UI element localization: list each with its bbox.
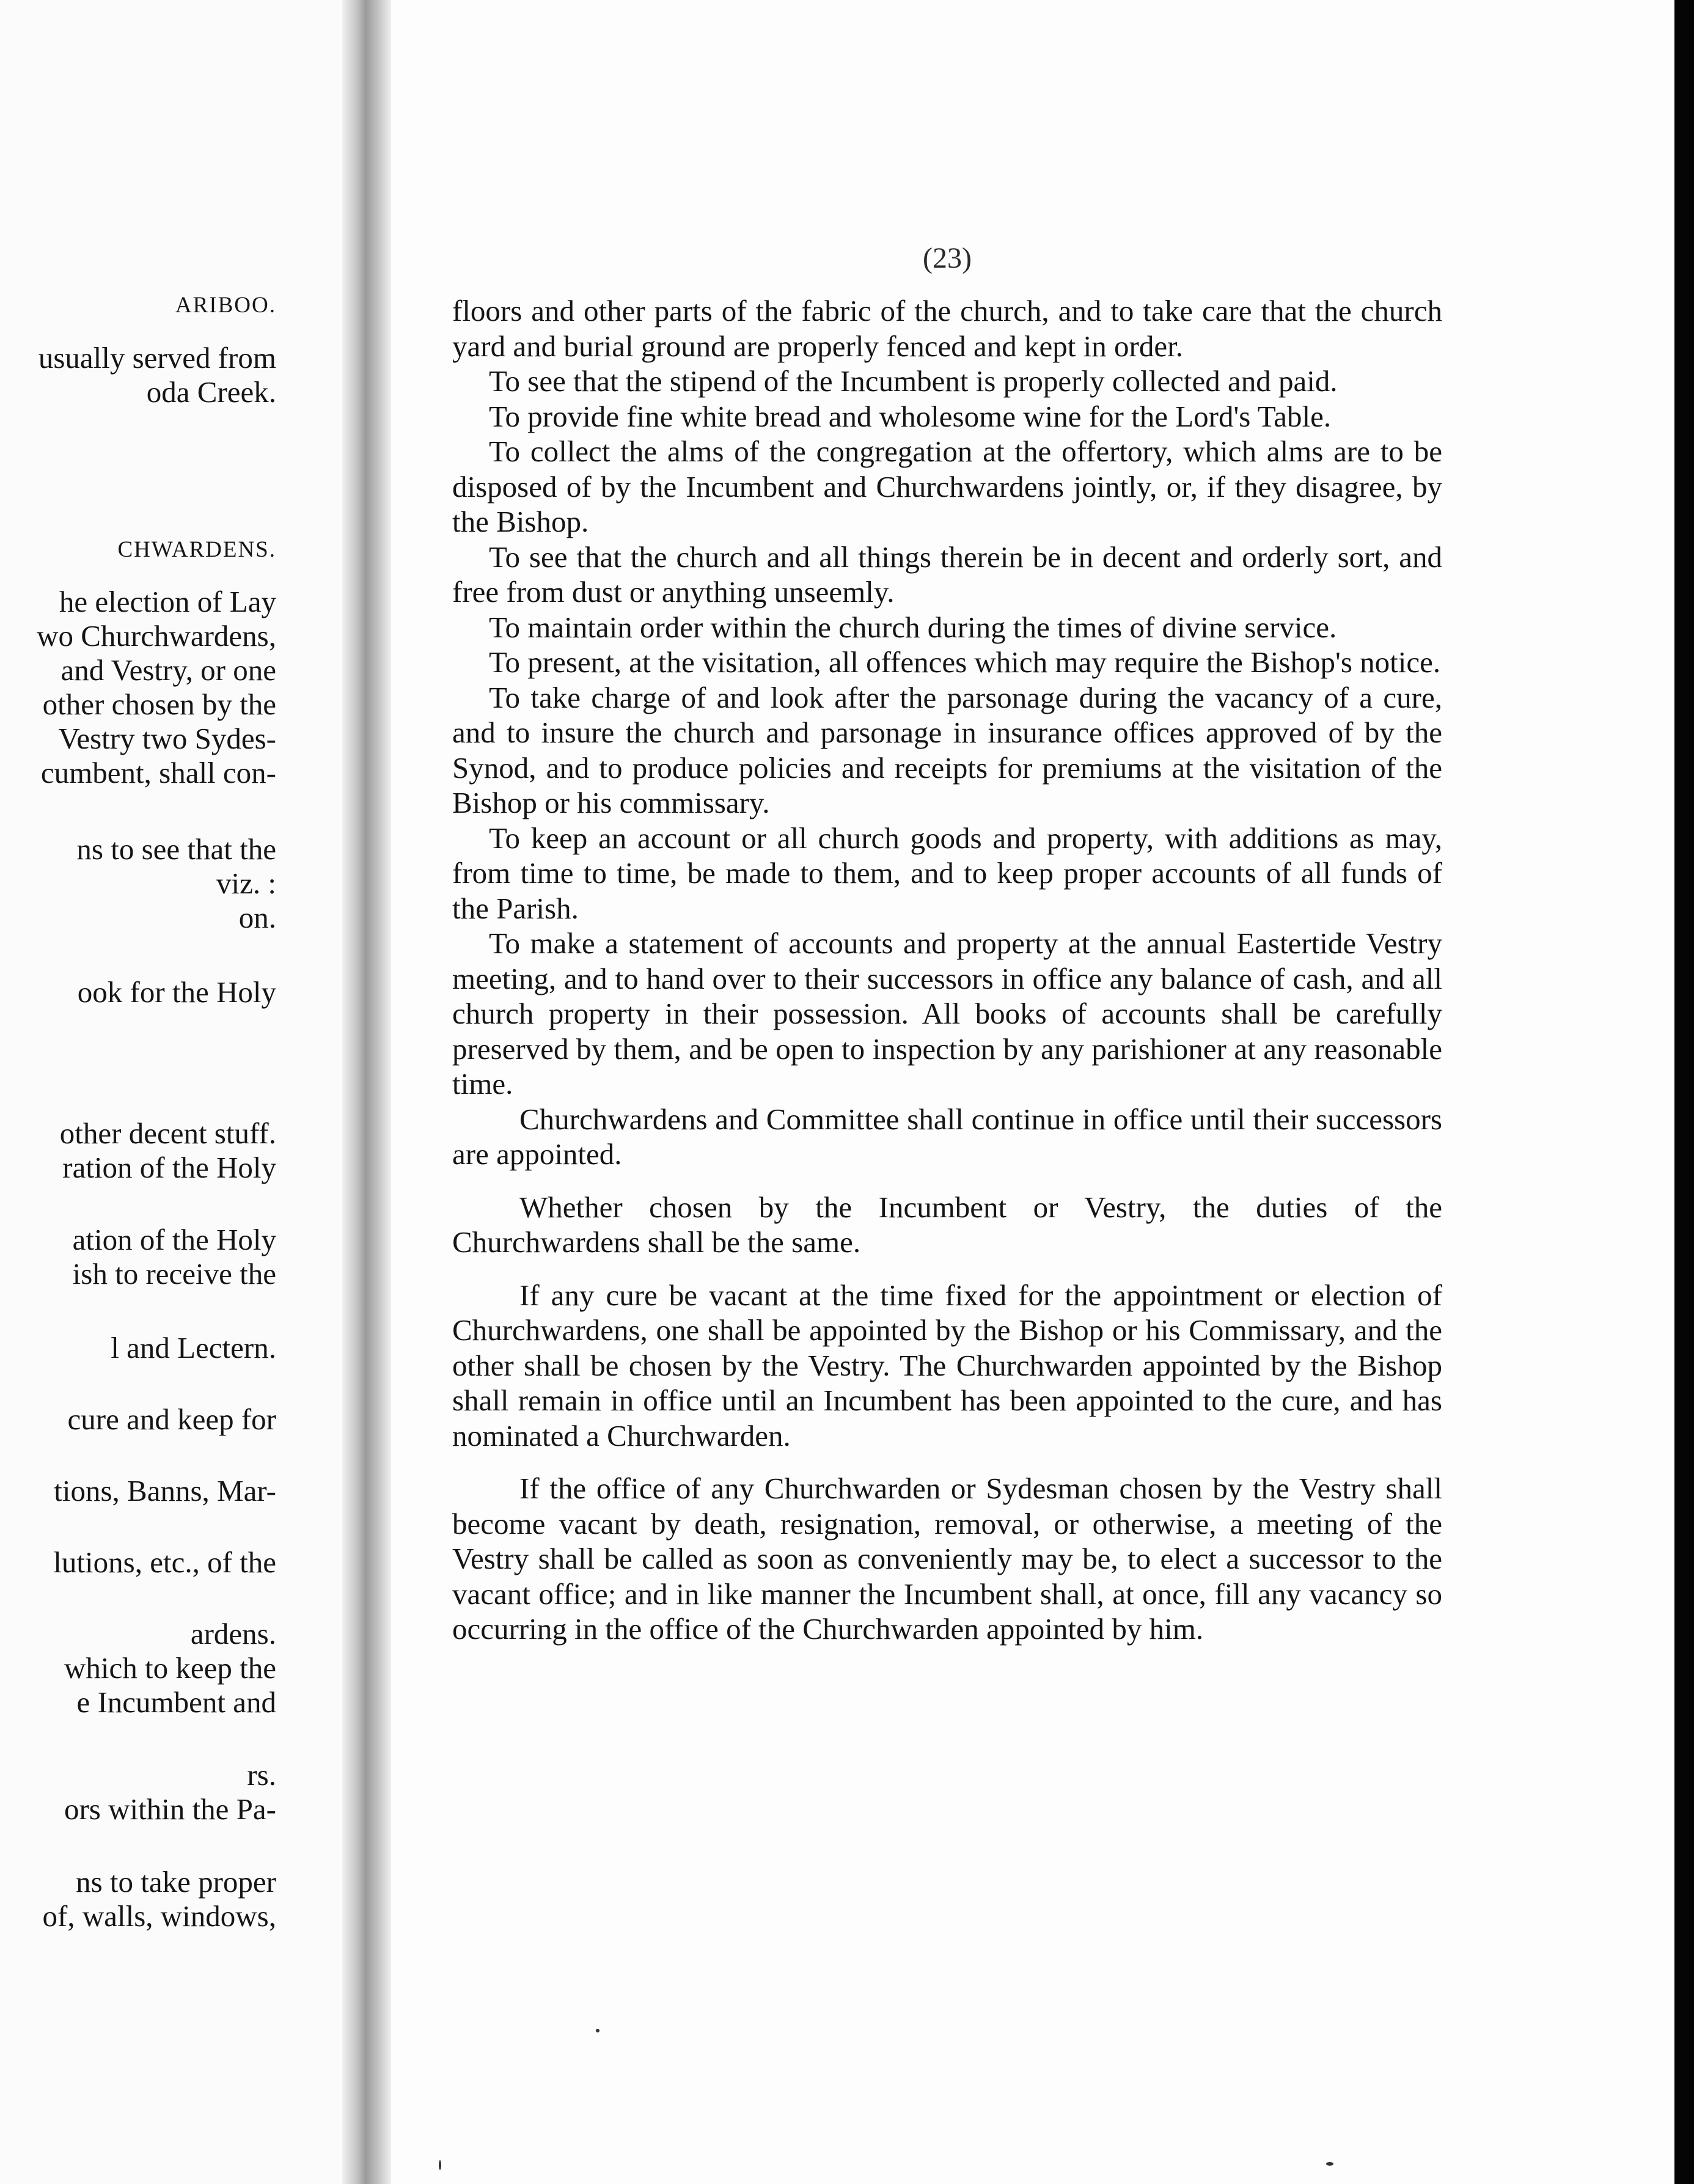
paragraph: If any cure be vacant at the time fixed for the appointment or election of Churchwardens, one shall be appointed by the Bishop or his Commissary, and the other shall be chosen by the Vestry. The Churchwarden appointed by the Bishop shall remain in office until an Incumbent has been appointed to the cure, and has nominated a Churchwarden.: [452, 1278, 1442, 1453]
left-line: ish to receive the: [72, 1257, 276, 1291]
page-number: (23): [923, 242, 972, 274]
left-line: on.: [238, 901, 276, 934]
left-line: usually served from: [38, 341, 276, 375]
left-line: l and Lectern.: [111, 1331, 276, 1365]
left-line: ation of the Holy: [72, 1223, 276, 1256]
left-line: cumbent, shall con-: [40, 756, 276, 790]
paragraph: To present, at the visitation, all offences which may require the Bishop's notice.: [489, 645, 1441, 679]
paragraph: To see that the stipend of the Incumbent is properly collected and paid.: [489, 364, 1338, 398]
left-line: ns to see that the: [76, 832, 276, 866]
left-line: ardens.: [190, 1617, 276, 1651]
paragraph: Whether chosen by the Incumbent or Vestry, the duties of the Churchwardens shall be the same.: [452, 1190, 1442, 1259]
left-page: [0, 0, 342, 2184]
ink-speck: [1326, 2162, 1333, 2166]
left-line: Vestry two Sydes-: [58, 722, 276, 755]
left-line: ns to take proper: [76, 1865, 276, 1899]
left-line: ration of the Holy: [62, 1151, 276, 1184]
paragraph: To make a statement of accounts and property at the annual Eastertide Vestry meeting, and to hand over to their successors in office any balance of cash, and all church property in their possession. All books of accounts shall be carefully preserved by them, and be open to inspection by any parishioner at any reasonable time.: [452, 926, 1442, 1101]
left-line: and Vestry, or one: [61, 653, 276, 687]
paragraph: To keep an account or all church goods and property, with additions as may, from time to time, be made to them, and to keep proper accounts of all funds of the Parish.: [452, 821, 1442, 925]
left-line: oda Creek.: [146, 375, 276, 409]
paragraph: To collect the alms of the congregation at the offertory, which alms are to be disposed of by the Incumbent and Churchwardens jointly, or, if they disagree, by the Bishop.: [452, 434, 1442, 538]
left-line: he election of Lay: [59, 585, 276, 618]
left-line: e Incumbent and: [76, 1685, 276, 1719]
ink-speck: [439, 2160, 441, 2170]
left-line: other chosen by the: [42, 687, 276, 721]
ink-speck: [596, 2029, 600, 2032]
left-line: rs.: [247, 1758, 276, 1792]
left-line: lutions, etc., of the: [53, 1545, 276, 1579]
left-line: which to keep the: [64, 1651, 276, 1685]
left-line: ook for the Holy: [77, 975, 276, 1009]
paragraph-gap: [452, 1172, 1442, 1190]
left-line: of, walls, windows,: [42, 1899, 276, 1933]
left-line: ARIBOO.: [175, 293, 276, 318]
body-text: [452, 293, 1442, 1647]
left-line: ors within the Pa-: [64, 1792, 276, 1826]
left-line: CHWARDENS.: [117, 537, 276, 562]
left-line: cure and keep for: [67, 1402, 276, 1436]
left-line: viz. :: [216, 867, 276, 900]
paragraph: If the office of any Churchwarden or Sydesman chosen by the Vestry shall become vacant by death, resignation, removal, or otherwise, a meeting of the Vestry shall be called as soon as conveniently may be, to elect a successor to the vacant office; and in like manner the Incumbent shall, at once, fill any vacancy so occurring in the office of the Churchwarden appointed by him.: [452, 1471, 1442, 1646]
left-line: tions, Banns, Mar-: [54, 1474, 276, 1508]
paragraph: floors and other parts of the fabric of the church, and to take care that the church yard and burial ground are properly fenced and kept in order.: [452, 294, 1442, 363]
book-gutter: [342, 0, 391, 2184]
paragraph: Churchwardens and Committee shall continue in office until their successors are appointed.: [452, 1102, 1442, 1171]
right-black-border: [1674, 0, 1694, 2184]
paragraph-gap: [452, 1453, 1442, 1471]
paragraph: To take charge of and look after the parsonage during the vacancy of a cure, and to insure the church and parsonage in insurance offices approved of by the Synod, and to produce policies and receipts for premiums at the visitation of the Bishop or his commissary.: [452, 680, 1442, 819]
paragraph: To see that the church and all things therein be in decent and orderly sort, and free from dust or anything unseemly.: [452, 540, 1442, 609]
paragraph: To maintain order within the church during the times of divine service.: [489, 610, 1337, 644]
paragraph-gap: [452, 1260, 1442, 1278]
left-line: other decent stuff.: [59, 1116, 276, 1150]
left-line: wo Churchwardens,: [37, 619, 276, 653]
paragraph: To provide fine white bread and wholesome wine for the Lord's Table.: [489, 399, 1332, 433]
